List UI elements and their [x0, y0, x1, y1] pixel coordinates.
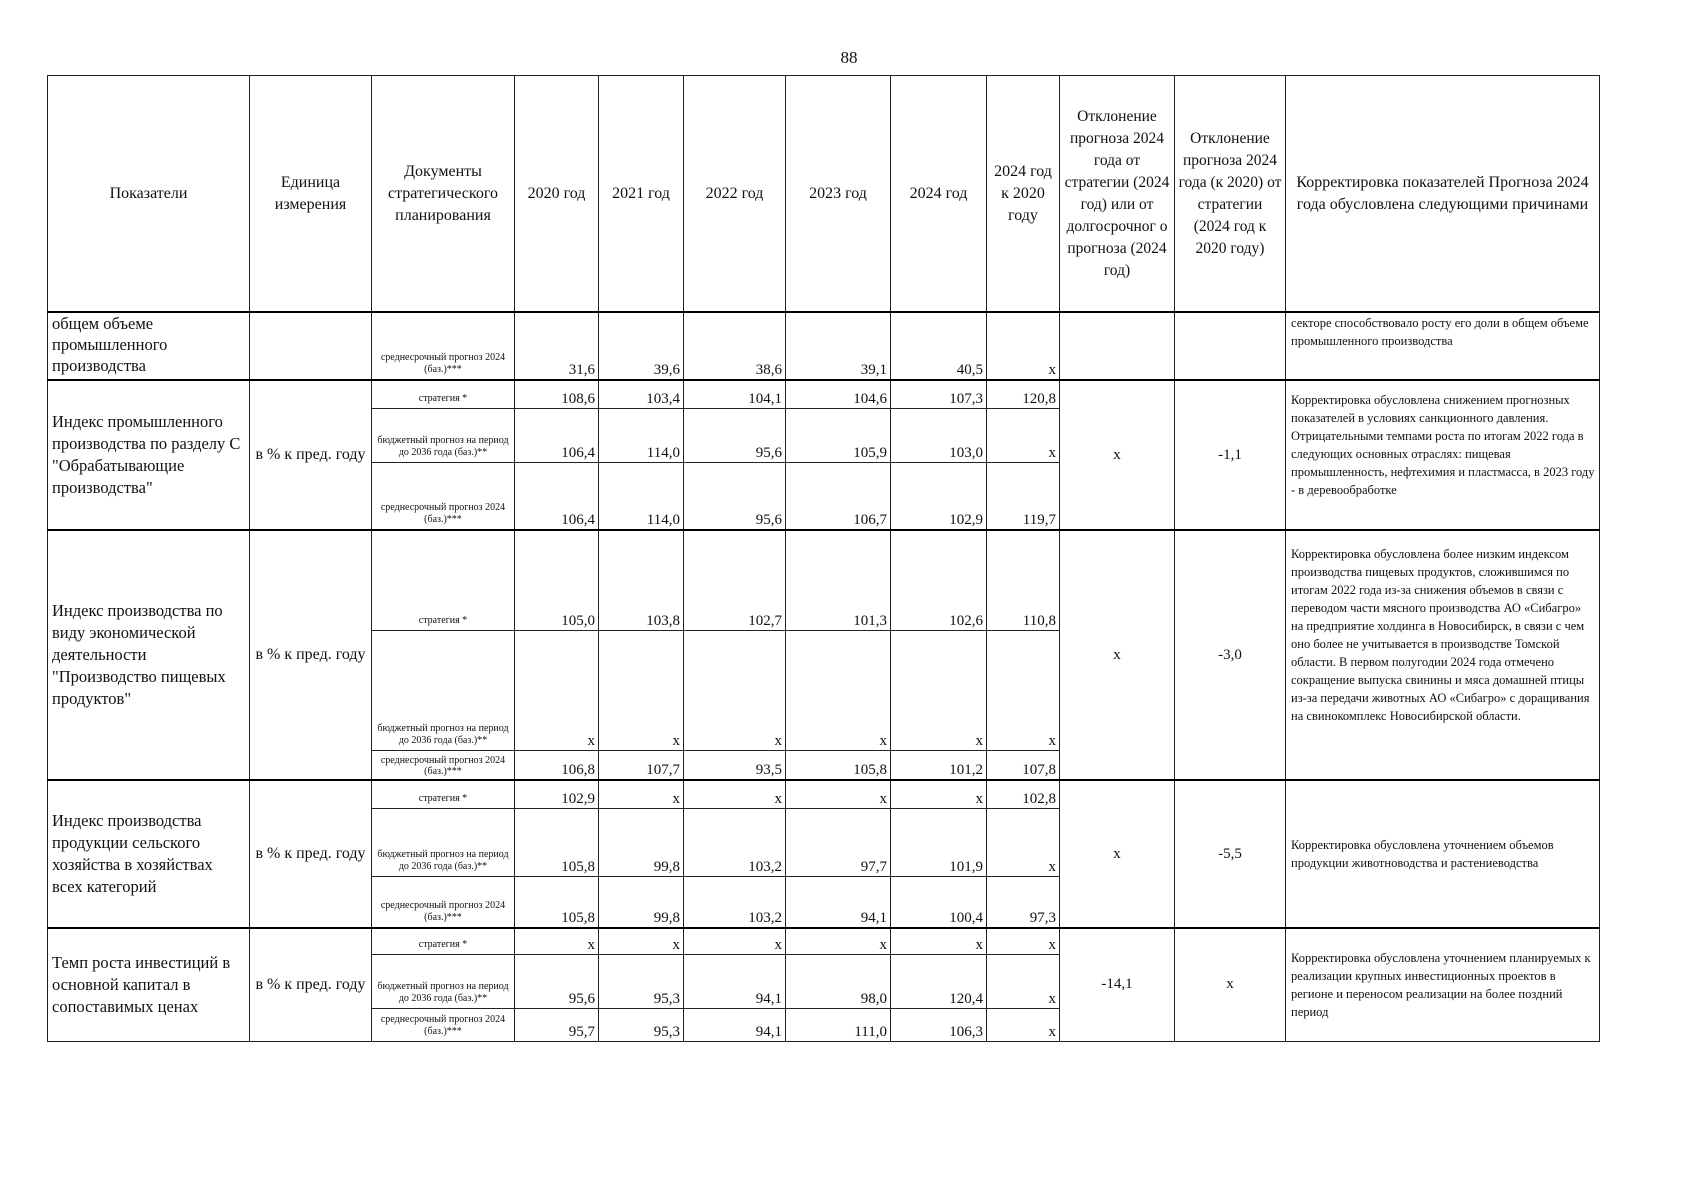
- document-cell: стратегия *: [372, 380, 515, 408]
- value-cell: 93,5: [684, 750, 786, 780]
- header-reasons: Корректировка показателей Прогноза 2024 года обусловлена следующими причинами: [1286, 76, 1600, 313]
- value-cell: 106,7: [786, 462, 891, 530]
- value-cell: 111,0: [786, 1008, 891, 1041]
- deviation-cell: -14,1: [1060, 928, 1175, 1041]
- unit-cell: в % к пред. году: [250, 780, 372, 928]
- table-row: [48, 312, 1600, 380]
- value-cell: x: [987, 954, 1060, 1008]
- indicator-cell: Темп роста инвестиций в основной капитал в сопоставимых ценах: [48, 928, 250, 1041]
- indicator-cell: Индекс промышленного производства по разделу С "Обрабатывающие производства": [48, 380, 250, 530]
- forecast-table: [47, 75, 1600, 1042]
- header-deviation-1: Отклонение прогноза 2024 года от стратегии (2024 год) или от долгосрочног о прогноза (2024 год): [1060, 76, 1175, 313]
- value-cell: 98,0: [786, 954, 891, 1008]
- deviation-cell: x: [1060, 530, 1175, 780]
- value-cell: x: [786, 630, 891, 750]
- value-cell: 106,3: [891, 1008, 987, 1041]
- value-cell: x: [599, 630, 684, 750]
- unit-cell: в % к пред. году: [250, 530, 372, 780]
- indicator-cell: Индекс производства продукции сельского хозяйства в хозяйствах всех категорий: [48, 780, 250, 928]
- value-cell: x: [684, 630, 786, 750]
- reason-cell: Корректировка обусловлена уточнением планируемых к реализации крупных инвестиционных проектов в регионе и переносом реализации на более поздний период: [1286, 928, 1600, 1041]
- value-cell: 107,3: [891, 380, 987, 408]
- value-cell: x: [599, 928, 684, 954]
- reason-cell: Корректировка обусловлена более низким индексом производства пищевых продуктов, сложившимся по итогам 2022 года из-за снижения объемов в связи с переводом части мясного производства АО «Сибагро» на предприятие холдинга в Новосибирск, в связи с чем оно более не учитывается в производстве Томской области. В первом полугодии 2024 года отмечено сокращение выпуска свинины и мяса домашней птицы из-за передачи животных АО «Сибагро» с доращивания на свинокомплекс Новосибирской области.: [1286, 530, 1600, 780]
- value-cell: 95,6: [684, 462, 786, 530]
- document-cell: среднесрочный прогноз 2024 (баз.)***: [372, 1008, 515, 1041]
- value-cell: 103,8: [599, 530, 684, 630]
- table-row: [48, 780, 1600, 808]
- value-cell: 120,8: [987, 380, 1060, 408]
- header-indicator: Показатели: [48, 76, 250, 313]
- value-cell: x: [515, 630, 599, 750]
- value-cell: 101,2: [891, 750, 987, 780]
- header-unit: Единица измерения: [250, 76, 372, 313]
- value-cell: 104,1: [684, 380, 786, 408]
- value-cell: x: [987, 808, 1060, 876]
- value-cell: 103,2: [684, 876, 786, 928]
- value-cell: x: [786, 780, 891, 808]
- document-cell: среднесрочный прогноз 2024 (баз.)***: [372, 462, 515, 530]
- header-year-2022: 2022 год: [684, 76, 786, 313]
- value-cell: 94,1: [684, 954, 786, 1008]
- document-cell: стратегия *: [372, 780, 515, 808]
- value-cell: 120,4: [891, 954, 987, 1008]
- value-cell: 102,9: [515, 780, 599, 808]
- value-cell: 39,1: [786, 312, 891, 380]
- table-row: [48, 380, 1600, 408]
- value-cell: 114,0: [599, 462, 684, 530]
- deviation-cell: -1,1: [1175, 380, 1286, 530]
- deviation-cell: -5,5: [1175, 780, 1286, 928]
- unit-cell: [250, 312, 372, 380]
- value-cell: x: [515, 928, 599, 954]
- value-cell: 104,6: [786, 380, 891, 408]
- reason-cell: секторе способствовало росту его доли в общем объеме промышленного производства: [1286, 312, 1600, 380]
- value-cell: 110,8: [987, 530, 1060, 630]
- value-cell: 95,7: [515, 1008, 599, 1041]
- value-cell: 38,6: [684, 312, 786, 380]
- table-row: [48, 530, 1600, 630]
- value-cell: 105,9: [786, 408, 891, 462]
- value-cell: 94,1: [684, 1008, 786, 1041]
- table-row: [48, 928, 1600, 954]
- value-cell: 119,7: [987, 462, 1060, 530]
- value-cell: 103,2: [684, 808, 786, 876]
- value-cell: 105,8: [515, 876, 599, 928]
- value-cell: x: [684, 780, 786, 808]
- value-cell: 95,6: [515, 954, 599, 1008]
- deviation-cell: x: [1175, 928, 1286, 1041]
- header-deviation-2: Отклонение прогноза 2024 года (к 2020) от стратегии (2024 год к 2020 году): [1175, 76, 1286, 313]
- value-cell: 102,6: [891, 530, 987, 630]
- value-cell: 102,7: [684, 530, 786, 630]
- document-cell: стратегия *: [372, 928, 515, 954]
- value-cell: 97,7: [786, 808, 891, 876]
- header-documents: Документы стратегического планирования: [372, 76, 515, 313]
- value-cell: 106,4: [515, 462, 599, 530]
- value-cell: 94,1: [786, 876, 891, 928]
- deviation-cell: [1060, 312, 1175, 380]
- indicator-cell: общем объеме промышленного производства: [48, 312, 250, 380]
- value-cell: x: [891, 780, 987, 808]
- value-cell: 99,8: [599, 876, 684, 928]
- header-year-2024: 2024 год: [891, 76, 987, 313]
- header-2024-to-2020: 2024 год к 2020 году: [987, 76, 1060, 313]
- value-cell: 107,8: [987, 750, 1060, 780]
- deviation-cell: x: [1060, 780, 1175, 928]
- document-cell: стратегия *: [372, 530, 515, 630]
- value-cell: 106,4: [515, 408, 599, 462]
- value-cell: x: [891, 630, 987, 750]
- deviation-cell: [1175, 312, 1286, 380]
- document-cell: среднесрочный прогноз 2024 (баз.)***: [372, 312, 515, 380]
- document-cell: бюджетный прогноз на период до 2036 года (баз.)**: [372, 630, 515, 750]
- header-year-2023: 2023 год: [786, 76, 891, 313]
- value-cell: 100,4: [891, 876, 987, 928]
- deviation-cell: x: [1060, 380, 1175, 530]
- value-cell: 39,6: [599, 312, 684, 380]
- unit-cell: в % к пред. году: [250, 928, 372, 1041]
- value-cell: 31,6: [515, 312, 599, 380]
- value-cell: 95,3: [599, 1008, 684, 1041]
- value-cell: 101,3: [786, 530, 891, 630]
- value-cell: x: [987, 1008, 1060, 1041]
- document-cell: среднесрочный прогноз 2024 (баз.)***: [372, 876, 515, 928]
- header-year-2021: 2021 год: [599, 76, 684, 313]
- value-cell: 105,8: [515, 808, 599, 876]
- value-cell: 105,0: [515, 530, 599, 630]
- value-cell: x: [684, 928, 786, 954]
- value-cell: 95,3: [599, 954, 684, 1008]
- value-cell: x: [599, 780, 684, 808]
- value-cell: 103,0: [891, 408, 987, 462]
- document-cell: среднесрочный прогноз 2024 (баз.)***: [372, 750, 515, 780]
- value-cell: x: [987, 408, 1060, 462]
- value-cell: x: [987, 312, 1060, 380]
- value-cell: 97,3: [987, 876, 1060, 928]
- value-cell: x: [891, 928, 987, 954]
- value-cell: x: [786, 928, 891, 954]
- value-cell: 95,6: [684, 408, 786, 462]
- value-cell: 102,8: [987, 780, 1060, 808]
- page-number: 88: [840, 48, 858, 67]
- value-cell: x: [987, 928, 1060, 954]
- table-header-row: [48, 76, 1600, 313]
- value-cell: 107,7: [599, 750, 684, 780]
- value-cell: x: [987, 630, 1060, 750]
- value-cell: 103,4: [599, 380, 684, 408]
- value-cell: 40,5: [891, 312, 987, 380]
- unit-cell: в % к пред. году: [250, 380, 372, 530]
- value-cell: 108,6: [515, 380, 599, 408]
- document-cell: бюджетный прогноз на период до 2036 года (баз.)**: [372, 808, 515, 876]
- deviation-cell: -3,0: [1175, 530, 1286, 780]
- value-cell: 114,0: [599, 408, 684, 462]
- indicator-cell: Индекс производства по виду экономической деятельности "Производство пищевых продуктов": [48, 530, 250, 780]
- value-cell: 102,9: [891, 462, 987, 530]
- document-cell: бюджетный прогноз на период до 2036 года (баз.)**: [372, 954, 515, 1008]
- reason-cell: Корректировка обусловлена уточнением объемов продукции животноводства и растениеводства: [1286, 780, 1600, 928]
- value-cell: 101,9: [891, 808, 987, 876]
- reason-cell: Корректировка обусловлена снижением прогнозных показателей в условиях санкционного давления. Отрицательными темпами роста по итогам 2022 года в следующих основных отраслях: пищевая промышленность, нефтехимия и пластмасса, в 2023 году - в деревообработке: [1286, 380, 1600, 530]
- header-year-2020: 2020 год: [515, 76, 599, 313]
- document-cell: бюджетный прогноз на период до 2036 года (баз.)**: [372, 408, 515, 462]
- value-cell: 105,8: [786, 750, 891, 780]
- value-cell: 99,8: [599, 808, 684, 876]
- value-cell: 106,8: [515, 750, 599, 780]
